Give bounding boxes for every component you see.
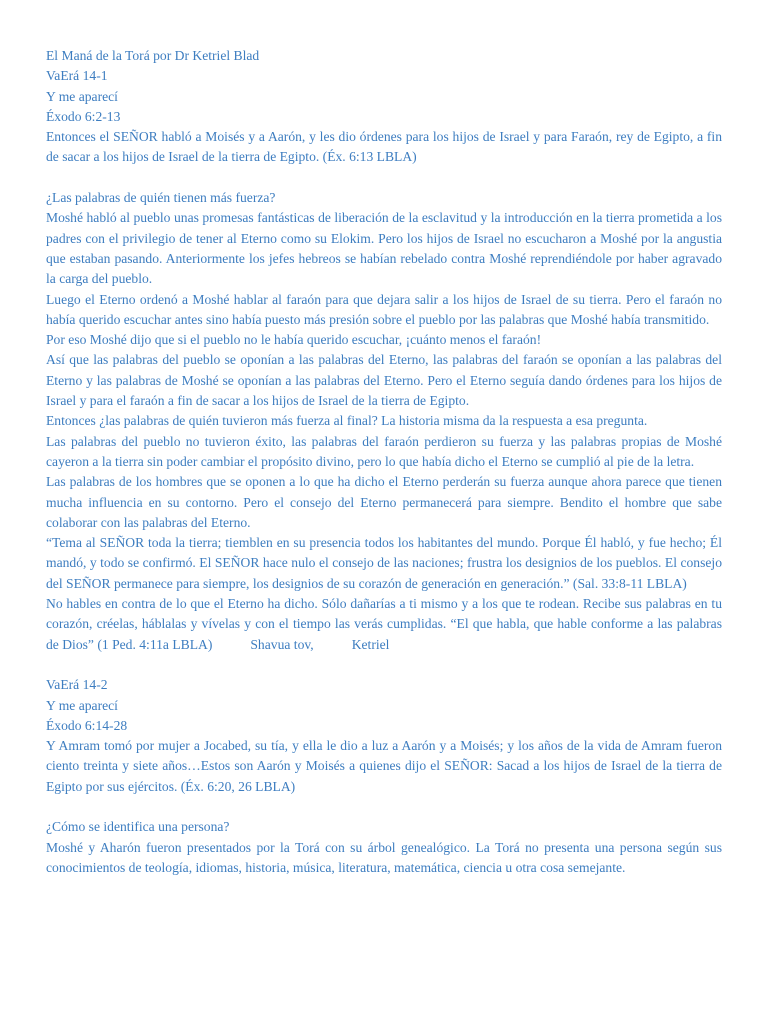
signoff: Shavua tov, (250, 636, 314, 652)
psalm-quote: “Tema al SEÑOR toda la tierra; tiemblen en su presencia todos los habitantes del mundo. Porque Él habló, y fue hecho; Él mandó, y todo se confirmó. El SEÑOR hace nulo el consejo de las naciones; frustra los designios de los pueblos. El consejo del SEÑOR permanece para siempre, los designios de su corazón de generación en generación.” (Sal. 33:8-11 LBLA) (46, 535, 722, 591)
document-page (46, 46, 722, 878)
section-vaera-14-1 (46, 66, 722, 655)
body-text (46, 838, 722, 879)
scripture-reference: Éxodo 6:2-13 (46, 108, 121, 124)
paragraph: Por eso Moshé dijo que si el pueblo no le había querido escuchar, ¡cuánto menos el faraón! (46, 332, 542, 348)
section-heading: VaErá 14-1 (46, 68, 108, 84)
paragraph-spacer (46, 797, 722, 817)
document-title: El Maná de la Torá por Dr Ketriel Blad (46, 48, 260, 63)
paragraph: Las palabras del pueblo no tuvieron éxito, las palabras del faraón perdieron su fuerza y las palabras propias de Moshé cayeron a la tierra sin poder cambiar el propósito divino, pero lo que había dicho el Eterno se cumplió al pie de la letra. (46, 433, 722, 469)
paragraph: Moshé y Aharón fueron presentados por la Torá con su árbol genealógico. La Torá no presenta una persona según sus conocimientos de teología, idiomas, historia, música, literatura, matemática, ciencia u otra cosa semejante. (46, 839, 722, 875)
section-heading: VaErá 14-2 (46, 677, 108, 693)
scripture-verse: Entonces el SEÑOR habló a Moisés y a Aarón, y les dio órdenes para los hijos de Israel y para Faraón, rey de Egipto, a fin de sacar a los hijos de Israel de la tierra de Egipto. (Éx. 6:13 LBLA) (46, 129, 722, 165)
scripture-reference: Éxodo 6:14-28 (46, 717, 128, 733)
paragraph: Moshé habló al pueblo unas promesas fantásticas de liberación de la esclavitud y la introducción en la tierra prometida a los padres con el privilegio de tener al Eterno como su Elokim. Pero los hijos de Israel no escucharon a Moshé por la angustia que estaban pasando. Anteriormente los jefes hebreos se habían rebelado contra Moshé reprendiéndole por haber agravado la carga del pueblo. (46, 210, 722, 287)
section-subtitle: Y me aparecí (46, 697, 118, 713)
signature: Ketriel (351, 636, 390, 652)
section-question: ¿Las palabras de quién tienen más fuerza? (46, 190, 276, 206)
paragraph: Las palabras de los hombres que se oponen a lo que ha dicho el Eterno perderán su fuerza aunque ahora parece que tienen mucha influencia en su contorno. Pero el consejo del Eterno permanecerá para siempre. Bendito el hombre que sabe colaborar con las palabras del Eterno. (46, 474, 722, 530)
body-text (46, 208, 722, 655)
section-subtitle: Y me aparecí (46, 88, 118, 104)
paragraph: Así que las palabras del pueblo se oponían a las palabras del Eterno, las palabras del faraón se oponían a las palabras del Eterno y las palabras de Moshé se oponían a las palabras del Eterno. Pero el Eterno seguía dando órdenes para los hijos de Israel y para el faraón a fin de sacar a los hijos de Israel de la tierra de Egipto. (46, 352, 722, 409)
paragraph-spacer (46, 168, 722, 188)
closing-paragraph: No hables en contra de lo que el Eterno ha dicho. Sólo dañarías a ti mismo y a los que te rodean. Recibe sus palabras en tu corazón, créelas, háblalas y vívelas y con el tiempo las verás cumplidas. “El que habla, que hable conforme a las palabras de Dios” (1 Ped. 4:11a LBLA) Shavua tov, Ketriel (46, 596, 722, 652)
section-vaera-14-2 (46, 675, 722, 878)
section-spacer (46, 655, 722, 675)
paragraph: Luego el Eterno ordenó a Moshé hablar al faraón para que dejara salir a los hijos de Israel de su tierra. Pero el faraón no había querido escuchar antes sino había puesto más presión sobre el pueblo por las palabras que Moshé había transmitido. (46, 291, 722, 327)
paragraph: Entonces ¿las palabras de quién tuvieron más fuerza al final? La historia misma da la respuesta a esa pregunta. (46, 413, 648, 429)
section-question: ¿Cómo se identifica una persona? (46, 819, 230, 835)
scripture-verse: Y Amram tomó por mujer a Jocabed, su tía, y ella le dio a luz a Aarón y a Moisés; y los años de la vida de Amram fueron ciento treinta y siete años…Estos son Aarón y Moisés a quienes dijo el SEÑOR: Sacad a los hijos de Israel de la tierra de Egipto por sus ejércitos. (Éx. 6:20, 26 LBLA) (46, 738, 722, 794)
